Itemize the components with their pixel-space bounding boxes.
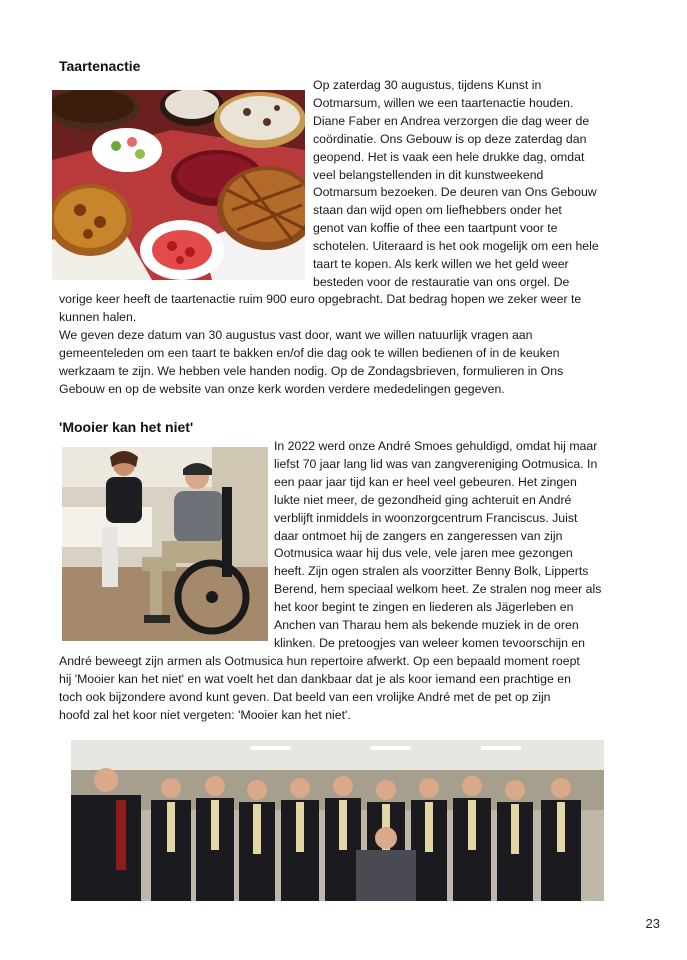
text-line: lukte niet meer, de gezondheid ging achteruit en André — [274, 492, 572, 507]
choir-group-photo — [71, 740, 604, 901]
text-line: Ootmarsum, willen we een taartenactie houden. — [313, 95, 574, 110]
text-line: Ootmusica waar hij dus vele, vele jaren mee gezongen — [274, 546, 573, 561]
text-line: liefst 70 jaar lang lid was van zangvereniging Ootmusica. In — [274, 456, 598, 471]
section2-text-full — [59, 653, 580, 725]
text-line: schotelen. Uiteraard is het ook mogelijk om een hele — [313, 239, 599, 254]
text-line: heeft. Zijn ogen stralen als voorzitter Benny Bolk, Lipperts — [274, 564, 589, 579]
text-line: Anchen van Tharau hem als bekende muziek in de oren — [274, 618, 579, 633]
text-line: taart te kopen. Als kerk willen we het geld weer — [313, 257, 569, 272]
text-line: Ootmarsum bezoeken. De deuren van Ons Gebouw — [313, 185, 597, 200]
page-number: 23 — [645, 916, 660, 931]
text-line: genot van koffie of thee een taartpunt voor te — [313, 221, 558, 236]
text-line: besteden voor de restauratie van ons orgel. De — [313, 274, 570, 289]
text-line: We geven deze datum van 30 augustus vast door, want we willen natuurlijk vragen aan — [59, 327, 533, 342]
text-line: Diane Faber en Andrea verzorgen die dag weer de — [313, 113, 590, 128]
andre-wheelchair-photo — [62, 447, 268, 641]
text-line: hoofd zal het koor niet vergeten: 'Mooier kan het niet'. — [59, 707, 351, 722]
text-line: gemeenteleden om een taart te bakken en/of die dag ook te willen bedienen of in de keuken — [59, 345, 560, 360]
cakes-photo — [52, 90, 305, 280]
text-line: geopend. Het is vaak een hele drukke dag, omdat — [313, 149, 585, 164]
section-heading-taartenactie: Taartenactie — [59, 58, 141, 74]
text-line: Berend, hem speciaal welkom heet. Ze stralen nog meer als — [274, 582, 602, 597]
text-line: coördinatie. Ons Gebouw is op deze zaterdag dan — [313, 131, 587, 146]
section1-text-full — [59, 291, 581, 398]
text-line: staan dan wijd open om liefhebbers onder het — [313, 203, 562, 218]
text-line: toch ook bijzondere avond kunt geven. Dat beeld van een vrolijke André met de pet op zijn — [59, 689, 551, 704]
text-line: werkzaam te zijn. We hebben vele handen nodig. Op de Zondagsbrieven, formulieren in Ons — [59, 363, 564, 378]
text-line: het koor begint te zingen en liederen als Jägerleben en — [274, 600, 574, 615]
text-line: In 2022 werd onze André Smoes gehuldigd, omdat hij maar — [274, 439, 598, 453]
text-line: Gebouw en op de website van onze kerk worden verdere mededelingen gegeven. — [59, 381, 505, 396]
section-heading-mooier: 'Mooier kan het niet' — [59, 419, 194, 435]
text-line: kunnen halen. — [59, 309, 137, 324]
text-line: verblijft inmiddels in woonzorgcentrum Franciscus. Juist — [274, 510, 578, 525]
text-line: klinken. De pretoogjes van weleer komen tevoorschijn en — [274, 635, 586, 650]
text-line: Op zaterdag 30 augustus, tijdens Kunst in — [313, 78, 542, 92]
section2-text-wrap — [274, 438, 601, 653]
text-line: een paar jaar tijd kan er heel veel gebeuren. Het zingen — [274, 474, 577, 489]
text-line: daar ontmoet hij de zangers en zangeressen van zijn — [274, 528, 563, 543]
text-line: vorige keer heeft de taartenactie ruim 900 euro opgebracht. Dat bedrag hopen we zeker weer te — [59, 292, 582, 306]
text-line: André beweegt zijn armen als Ootmusica hun repertoire afwerkt. Op een bepaald moment roept — [59, 654, 580, 668]
text-line: veel belangstellenden in dit kunstweekend — [313, 167, 544, 182]
section1-text-wrap — [313, 77, 599, 292]
text-line: hij 'Mooier kan het niet' en wat voelt het dan dankbaar dat je als koor iemand een prachtige en — [59, 671, 571, 686]
